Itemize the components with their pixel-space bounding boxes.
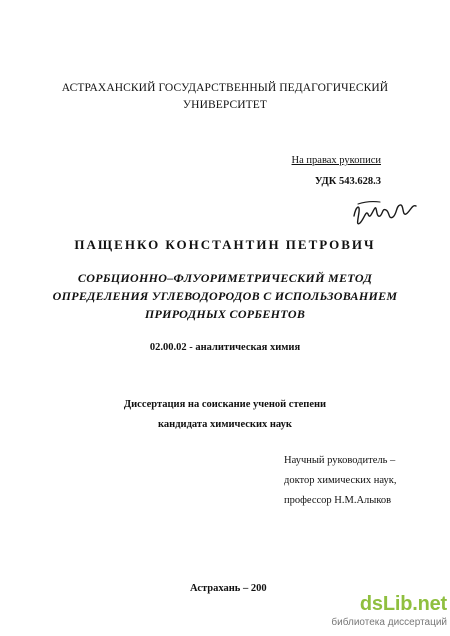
thesis-title-line-3: ПРИРОДНЫХ СОРБЕНТОВ [144, 307, 306, 321]
supervisor-line-2: доктор химических наук, [284, 475, 397, 486]
dslib-watermark[interactable] [327, 593, 447, 628]
dissertation-line-2: кандидата химических наук [158, 419, 292, 430]
watermark-subtitle: библиотека диссертаций [331, 617, 447, 628]
dissertation-line-1: Диссертация на соискание ученой степени [123, 399, 327, 410]
thesis-title-line-2: ОПРЕДЕЛЕНИЯ УГЛЕВОДОРОДОВ С ИСПОЛЬЗОВАНИЕМ [52, 289, 398, 303]
thesis-title [0, 269, 450, 323]
supervisor-line-3: профессор Н.М.Алыков [284, 495, 392, 506]
university-name [0, 80, 450, 114]
manuscript-rights-note: На правах рукописи [291, 155, 381, 166]
dissertation-degree [0, 395, 450, 435]
university-line-1: АСТРАХАНСКИЙ ГОСУДАРСТВЕННЫЙ ПЕДАГОГИЧЕСКИЙ [61, 82, 389, 94]
university-line-2: УНИВЕРСИТЕТ [182, 99, 268, 111]
udk-code: УДК 543.628.3 [314, 176, 381, 187]
supervisor-line-1: Научный руководитель – [284, 455, 396, 466]
watermark-logo: dsLib.net [359, 593, 447, 615]
supervisor-block [284, 451, 396, 511]
handwritten-signature [350, 196, 420, 230]
thesis-title-line-1: СОРБЦИОННО–ФЛУОРИМЕТРИЧЕСКИЙ МЕТОД [77, 271, 373, 285]
city-year: Астрахань – 200 [190, 583, 267, 594]
specialty-code: 02.00.02 - аналитическая химия [149, 342, 301, 353]
author-name: ПАЩЕНКО КОНСТАНТИН ПЕТРОВИЧ [74, 237, 376, 252]
